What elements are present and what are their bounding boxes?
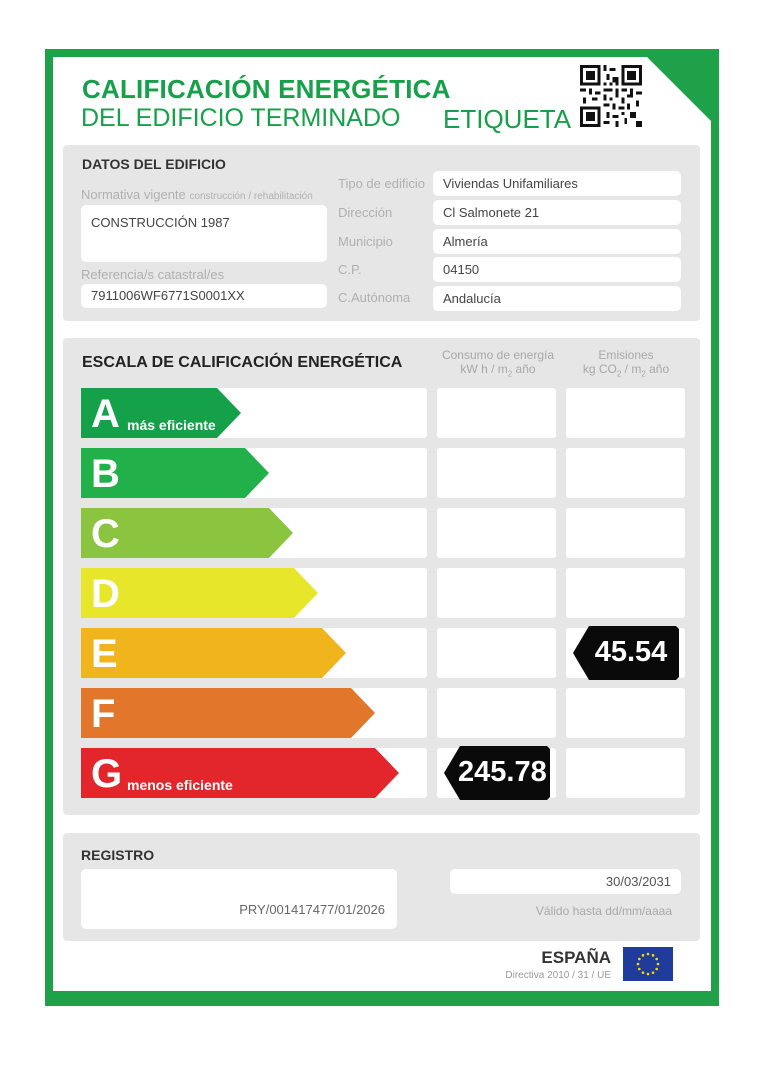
eu-star (647, 973, 650, 976)
emisiones-cell-b (566, 448, 685, 498)
eu-star (637, 963, 640, 966)
valid-date-field (450, 869, 681, 894)
class-letter-f: F (91, 692, 116, 736)
title-line-2: DEL EDIFICIO TERMINADO (81, 104, 401, 132)
registro-number: PRY/001417477/01/2026 (239, 902, 385, 917)
municipio-field: Almería (433, 229, 681, 254)
tipo-edificio-label: Tipo de edificio (338, 176, 425, 191)
cp-label: C.P. (338, 262, 362, 277)
consumo-cell-b (437, 448, 556, 498)
eu-star (657, 963, 660, 966)
valid-date-label: Válido hasta dd/mm/aaaa (535, 904, 672, 918)
scale-section-title: ESCALA DE CALIFICACIÓN ENERGÉTICA (82, 354, 403, 371)
emisiones-cell-f (566, 688, 685, 738)
municipio-label: Municipio (338, 234, 393, 249)
etiqueta-label: ETIQUETA (443, 104, 572, 134)
eu-star (642, 954, 645, 957)
country-label: ESPAÑA (541, 948, 611, 967)
direccion-label: Dirección (338, 205, 393, 220)
consumo-cell-e (437, 628, 556, 678)
eu-star (652, 954, 655, 957)
class-sublabel-a: más eficiente (127, 417, 216, 433)
normativa-label: Normativa vigente construcción / rehabilitación (81, 187, 313, 202)
emisiones-column-header: Emisiones kg $CO_2 / m_2$ año (582, 348, 670, 379)
cp-field: 04150 (433, 257, 681, 282)
class-letter-b: B (91, 452, 120, 496)
eu-star (638, 958, 641, 961)
class-letter-d: D (91, 572, 120, 616)
consumo-cell-f (437, 688, 556, 738)
eu-star (647, 953, 650, 956)
eu-star (642, 971, 645, 974)
eu-star (652, 971, 655, 974)
title-line-1: CALIFICACIÓN ENERGÉTICA (82, 74, 451, 104)
emisiones-cell-d (566, 568, 685, 618)
comunidad-field: Andalucía (433, 286, 681, 311)
consumo-cell-d (437, 568, 556, 618)
class-letter-c: C (91, 512, 120, 556)
eu-star (655, 968, 658, 971)
consumo-cell-c (437, 508, 556, 558)
class-letter-g: G (91, 752, 123, 796)
directive-label: Directiva 2010 / 31 / UE (505, 970, 611, 981)
tipo-edificio-field: Viviendas Unifamiliares (433, 171, 681, 196)
class-arrow-e (81, 628, 348, 678)
direccion-field: Cl Salmonete 21 (433, 200, 681, 225)
emisiones-cell-c (566, 508, 685, 558)
building-section-title: DATOS DEL EDIFICIO (82, 156, 226, 172)
class-arrow-f (81, 688, 377, 738)
referencia-field: 7911006WF6771S0001XX (81, 284, 327, 308)
emisiones-cell-a (566, 388, 685, 438)
referencia-label: Referencia/s catastral/es (81, 267, 225, 282)
comunidad-label: C.Autónoma (338, 290, 411, 305)
class-letter-e: E (91, 632, 118, 676)
emisiones-cell-g (566, 748, 685, 798)
consumo-column-header: Consumo de energía kW h / $m_2$ año (441, 348, 555, 379)
eu-star (638, 968, 641, 971)
valid-date: 30/03/2031 (605, 874, 671, 889)
eu-star (655, 958, 658, 961)
class-sublabel-g: menos eficiente (127, 777, 233, 793)
emisiones-value: 45.54 (594, 636, 668, 668)
registro-section-title: REGISTRO (81, 847, 155, 863)
consumo-cell-a (437, 388, 556, 438)
consumo-value: 245.78 (458, 756, 547, 788)
eu-flag-icon (623, 947, 673, 981)
normativa-field: CONSTRUCCIÓN 1987 (81, 205, 327, 262)
class-letter-a: A (91, 392, 120, 436)
qr-code-icon (580, 64, 642, 128)
registro-number-field (81, 869, 397, 929)
